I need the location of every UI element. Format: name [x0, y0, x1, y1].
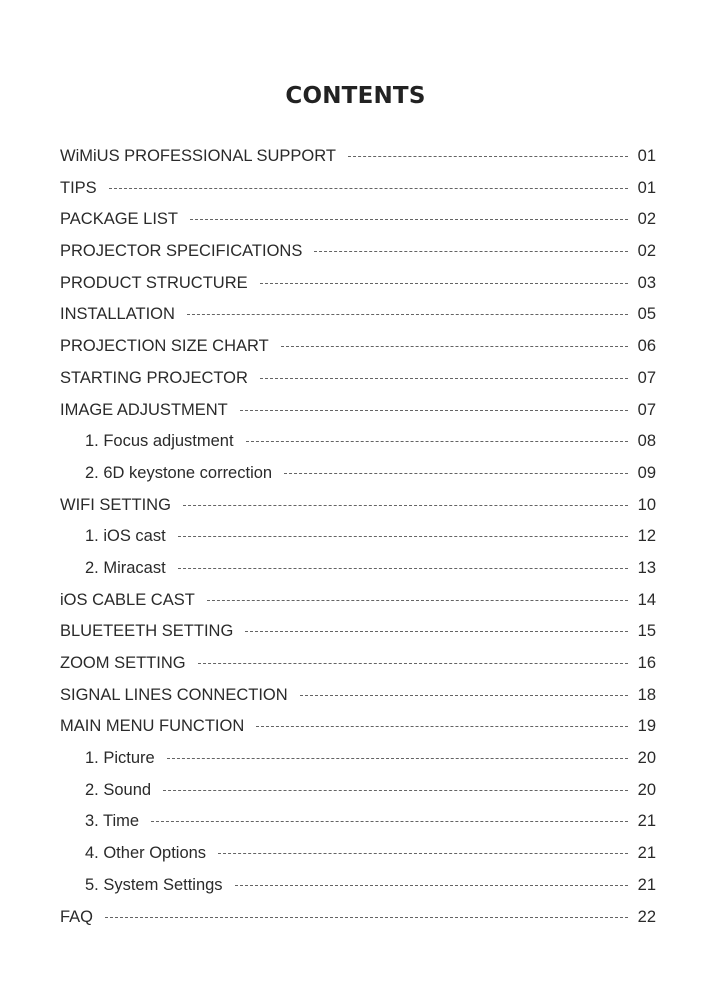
toc-entry[interactable] — [60, 173, 656, 205]
toc-entry-page-number: 06 — [637, 337, 656, 356]
toc-entry-label: 2. 6D keystone correction — [85, 463, 273, 482]
dotted-leader — [281, 346, 628, 347]
dotted-leader — [190, 219, 628, 220]
dotted-leader — [178, 568, 628, 569]
toc-entry[interactable] — [60, 838, 656, 870]
dotted-leader — [207, 600, 628, 601]
toc-entry-label: 4. Other Options — [85, 844, 207, 863]
dotted-leader — [167, 758, 628, 759]
toc-entry-label: 2. Sound — [85, 780, 152, 799]
toc-entry-label: MAIN MENU FUNCTION — [60, 717, 245, 736]
toc-entry-page-number: 01 — [637, 147, 656, 165]
toc-entry-page-number: 22 — [637, 907, 656, 926]
dotted-leader — [314, 251, 628, 252]
toc-entry[interactable] — [60, 268, 656, 300]
toc-entry[interactable] — [60, 490, 656, 522]
toc-entry[interactable] — [60, 553, 656, 585]
toc-entry-page-number: 20 — [637, 780, 656, 799]
dotted-leader — [246, 441, 628, 442]
toc-entry-page-number: 21 — [637, 844, 656, 863]
toc-entry-page-number: 02 — [637, 210, 656, 229]
dotted-leader — [348, 156, 628, 157]
dotted-leader — [260, 378, 628, 379]
toc-entry-label: TIPS — [60, 178, 97, 197]
toc-entry-label: PACKAGE LIST — [60, 210, 178, 229]
toc-entry[interactable] — [60, 395, 656, 427]
toc-entry-label: 1. Focus adjustment — [85, 432, 234, 451]
toc-entry[interactable] — [60, 141, 656, 173]
dotted-leader — [105, 917, 628, 918]
dotted-leader — [183, 505, 628, 506]
toc-entry-page-number: 09 — [637, 463, 656, 482]
toc-entry-label: PROJECTOR SPECIFICATIONS — [60, 242, 303, 261]
dotted-leader — [109, 188, 628, 189]
toc-entry[interactable] — [60, 806, 656, 838]
toc-entry[interactable] — [60, 458, 656, 490]
toc-entry-page-number: 18 — [637, 685, 656, 704]
toc-entry[interactable] — [60, 331, 656, 363]
toc-entry[interactable] — [60, 616, 656, 648]
toc-entry-page-number: 21 — [637, 812, 656, 831]
toc-entry[interactable] — [60, 236, 656, 268]
toc-entry[interactable] — [60, 585, 656, 617]
dotted-leader — [240, 410, 628, 411]
dotted-leader — [260, 283, 628, 284]
toc-entry-label: 1. Picture — [85, 749, 155, 768]
toc-entry-label: 2. Miracast — [85, 558, 166, 577]
dotted-leader — [245, 631, 628, 632]
toc-entry[interactable] — [60, 648, 656, 680]
toc-entry-page-number: 07 — [637, 400, 656, 419]
dotted-leader — [151, 821, 628, 822]
toc-entry-label: FAQ — [60, 907, 94, 926]
toc-entry-page-number: 12 — [637, 527, 656, 546]
toc-entry-page-number: 05 — [637, 305, 656, 324]
table-of-contents — [60, 141, 656, 933]
toc-entry-label: SIGNAL LINES CONNECTION — [60, 685, 288, 704]
toc-entry-page-number: 03 — [637, 273, 656, 292]
toc-entry-label: PROJECTION SIZE CHART — [60, 337, 269, 356]
toc-entry-page-number: 15 — [637, 622, 656, 641]
toc-entry-page-number: 14 — [637, 590, 656, 609]
dotted-leader — [256, 726, 628, 727]
toc-entry-label: iOS CABLE CAST — [60, 590, 195, 609]
toc-entry-label: BLUETEETH SETTING — [60, 622, 234, 641]
toc-entry-label: 3. Time — [85, 812, 140, 831]
toc-entry-label: WiMiUS PROFESSIONAL SUPPORT — [60, 147, 336, 165]
toc-entry-page-number: 02 — [637, 242, 656, 261]
dotted-leader — [218, 853, 628, 854]
dotted-leader — [163, 790, 628, 791]
toc-entry-label: PRODUCT STRUCTURE — [60, 273, 248, 292]
toc-entry-label: 5. System Settings — [85, 875, 223, 894]
dotted-leader — [300, 695, 628, 696]
toc-entry-page-number: 07 — [637, 368, 656, 387]
toc-entry-page-number: 20 — [637, 749, 656, 768]
toc-entry[interactable] — [60, 680, 656, 712]
toc-entry-label: WIFI SETTING — [60, 495, 171, 514]
toc-entry-page-number: 19 — [637, 717, 656, 736]
toc-entry-page-number: 10 — [637, 495, 656, 514]
toc-entry-page-number: 13 — [637, 558, 656, 577]
toc-entry-page-number: 01 — [637, 178, 656, 197]
dotted-leader — [198, 663, 628, 664]
toc-entry[interactable] — [60, 711, 656, 743]
toc-entry-label: IMAGE ADJUSTMENT — [60, 400, 228, 419]
toc-entry-label: 1. iOS cast — [85, 527, 166, 546]
toc-entry-page-number: 08 — [637, 432, 656, 451]
toc-entry[interactable] — [60, 902, 656, 934]
toc-entry-label: ZOOM SETTING — [60, 654, 186, 672]
toc-entry[interactable] — [60, 521, 656, 553]
toc-entry-label: INSTALLATION — [60, 305, 175, 324]
toc-entry-page-number: 16 — [637, 654, 656, 672]
dotted-leader — [284, 473, 628, 474]
toc-entry[interactable] — [60, 870, 656, 902]
dotted-leader — [178, 536, 628, 537]
toc-entry[interactable] — [60, 204, 656, 236]
toc-entry[interactable] — [60, 775, 656, 807]
toc-entry[interactable] — [60, 743, 656, 775]
toc-entry[interactable] — [60, 363, 656, 395]
dotted-leader — [187, 314, 628, 315]
toc-entry-label: STARTING PROJECTOR — [60, 368, 248, 387]
dotted-leader — [235, 885, 628, 886]
toc-entry[interactable] — [60, 299, 656, 331]
page-title: CONTENTS — [285, 83, 426, 110]
toc-entry[interactable] — [60, 426, 656, 458]
toc-entry-page-number: 21 — [637, 875, 656, 894]
